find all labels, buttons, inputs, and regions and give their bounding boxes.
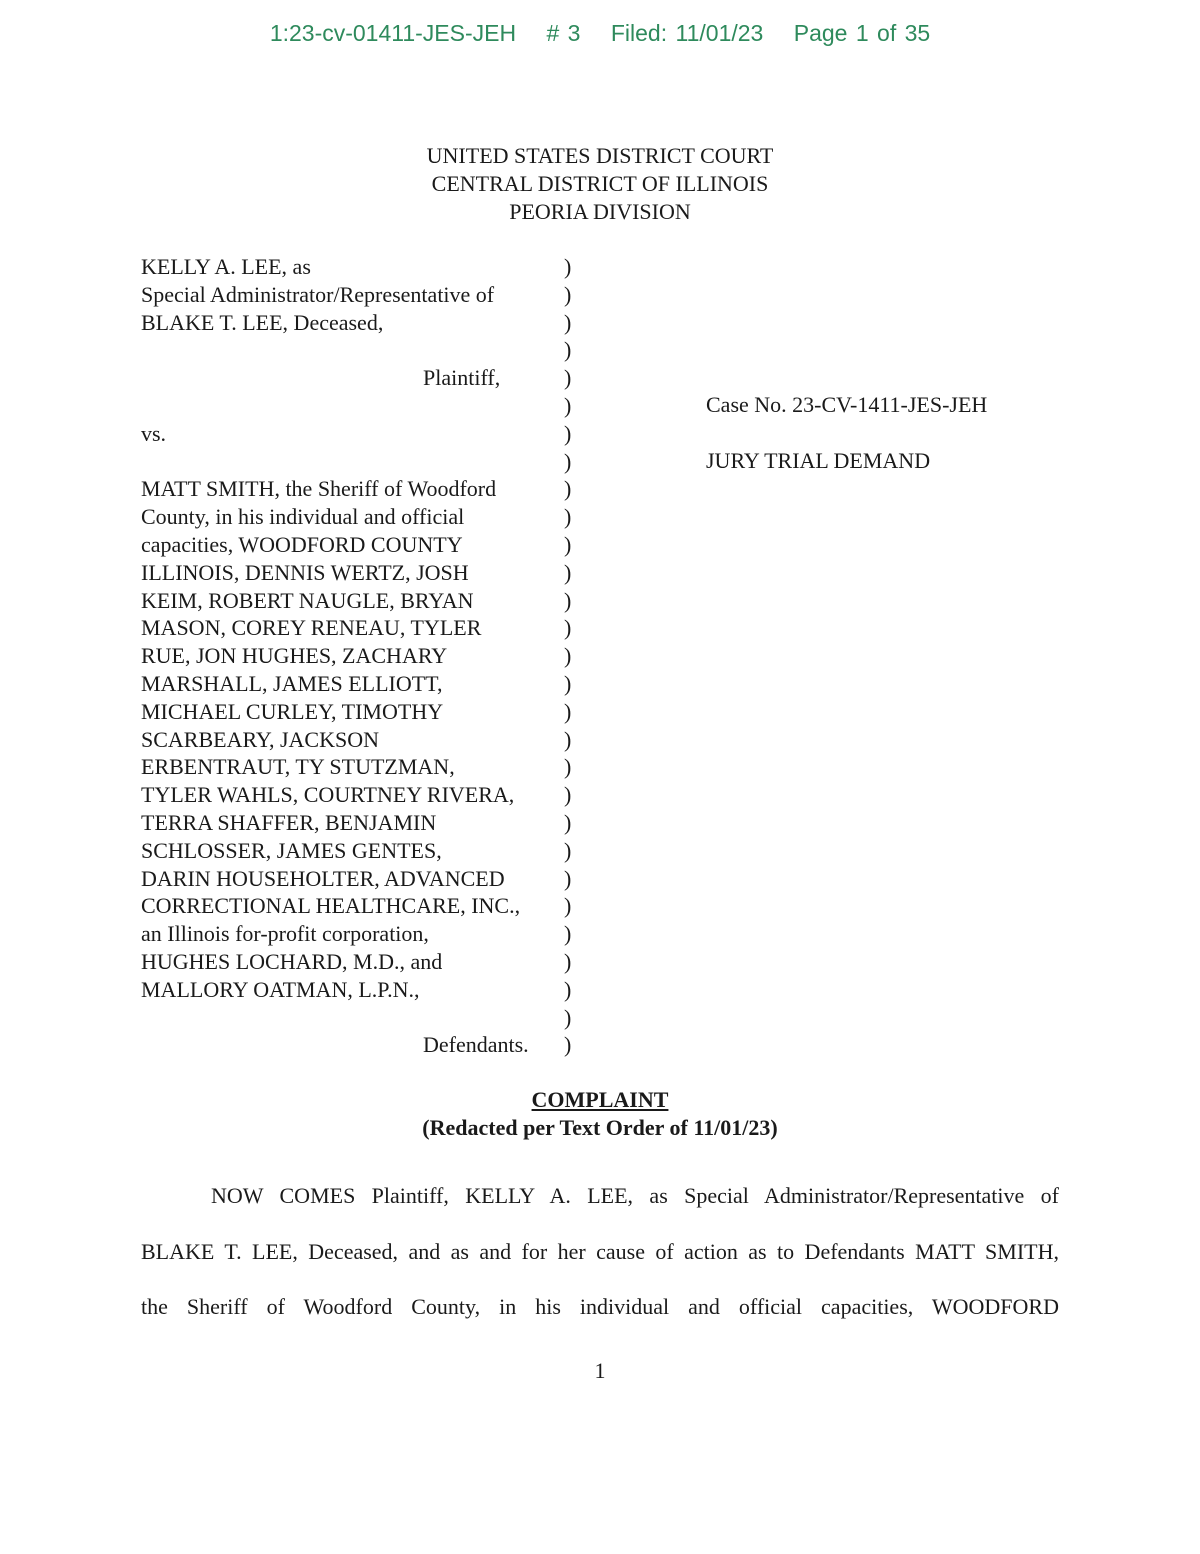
caption-paren: ) [564,865,572,891]
court-name: UNITED STATES DISTRICT COURT [426,143,774,168]
caption-paren: ) [564,337,572,363]
defendant-line: capacities, WOODFORD COUNTY [141,531,463,557]
defendant-line: MASON, COREY RENEAU, TYLER [141,615,482,641]
versus-label: vs. [141,420,167,446]
caption-paren: ) [564,809,572,835]
caption-paren: ) [564,754,572,780]
document-title-block [0,1086,1200,1142]
defendant-line: TYLER WAHLS, COURTNEY RIVERA, [141,782,515,808]
caption-paren: ) [564,893,572,919]
caption-paren: ) [564,1004,572,1030]
court-division: PEORIA DIVISION [509,199,691,224]
defendant-line: MARSHALL, JAMES ELLIOTT, [141,670,443,696]
caption-paren: ) [564,476,572,502]
jury-demand: JURY TRIAL DEMAND [706,448,931,473]
document-subtitle: (Redacted per Text Order of 11/01/23) [422,1115,778,1140]
plaintiff-line: KELLY A. LEE, as [141,254,311,279]
filing-stamp [0,20,1200,47]
caption-paren: ) [564,698,572,724]
caption-paren: ) [564,420,572,446]
defendant-line: SCARBEARY, JACKSON [141,726,380,752]
page-number: 1 [594,1358,606,1383]
caption-paren: ) [564,921,572,947]
caption-paren: ) [564,837,572,863]
defendant-line: SCHLOSSER, JAMES GENTES, [141,837,442,863]
defendant-line: KEIM, ROBERT NAUGLE, BRYAN [141,587,474,613]
caption-paren: ) [564,504,572,530]
document-title: COMPLAINT [531,1087,669,1112]
stamp-filed-date: Filed: 11/01/23 [610,20,764,46]
caption-paren: ) [564,531,572,557]
stamp-doc-number: # 3 [546,20,581,46]
stamp-case-number: 1:23-cv-01411-JES-JEH [269,20,517,46]
caption-paren: ) [564,392,572,418]
defendant-line: County, in his individual and official [141,504,465,530]
body-line: the Sheriff of Woodford County, in his individual and official capacities, WOODFORD [141,1294,1059,1319]
court-district: CENTRAL DISTRICT OF ILLINOIS [431,171,769,196]
defendant-line: ERBENTRAUT, TY STUTZMAN, [141,754,455,780]
caption-paren: ) [564,309,572,335]
stamp-page-count: Page 1 of 35 [793,20,931,46]
caption-paren: ) [564,587,572,613]
plaintiff-role: Plaintiff, [423,365,501,391]
defendant-line: CORRECTIONAL HEALTHCARE, INC., [141,893,521,919]
defendant-role: Defendants. [423,1032,529,1058]
caption-paren: ) [564,948,572,974]
defendant-line: DARIN HOUSEHOLTER, ADVANCED [141,865,505,891]
caption-paren: ) [564,670,572,696]
caption-paren: ) [564,365,572,391]
caption-paren: ) [564,726,572,752]
caption-paren: ) [564,1032,572,1058]
caption-paren: ) [564,281,572,307]
body-line: BLAKE T. LEE, Deceased, and as and for her cause of action as to Defendants MATT SMITH, [141,1238,1059,1264]
complaint-body [141,1168,1059,1335]
defendant-line: an Illinois for-profit corporation, [141,921,429,947]
caption-paren: ) [564,448,572,474]
caption-paren: ) [564,782,572,808]
plaintiff-line: BLAKE T. LEE, Deceased, [141,309,384,335]
case-number: Case No. 23-CV-1411-JES-JEH [706,392,988,417]
court-heading [0,142,1200,226]
plaintiff-line: Special Administrator/Representative of [141,281,495,307]
body-line: NOW COMES Plaintiff, KELLY A. LEE, as Special Administrator/Representative of [211,1183,1059,1208]
caption-paren: ) [564,559,572,585]
defendant-line: MICHAEL CURLEY, TIMOTHY [141,698,444,724]
defendant-line: ILLINOIS, DENNIS WERTZ, JOSH [141,559,469,585]
caption-paren: ) [564,615,572,641]
defendant-line: MALLORY OATMAN, L.P.N., [141,976,420,1002]
defendant-line: RUE, JON HUGHES, ZACHARY [141,643,448,669]
defendant-line: MATT SMITH, the Sheriff of Woodford [141,476,497,502]
defendant-line: HUGHES LOCHARD, M.D., and [141,948,443,974]
caption-paren: ) [564,976,572,1002]
defendant-line: TERRA SHAFFER, BENJAMIN [141,809,437,835]
caption-paren: ) [564,643,572,669]
caption-paren: ) [564,254,572,279]
